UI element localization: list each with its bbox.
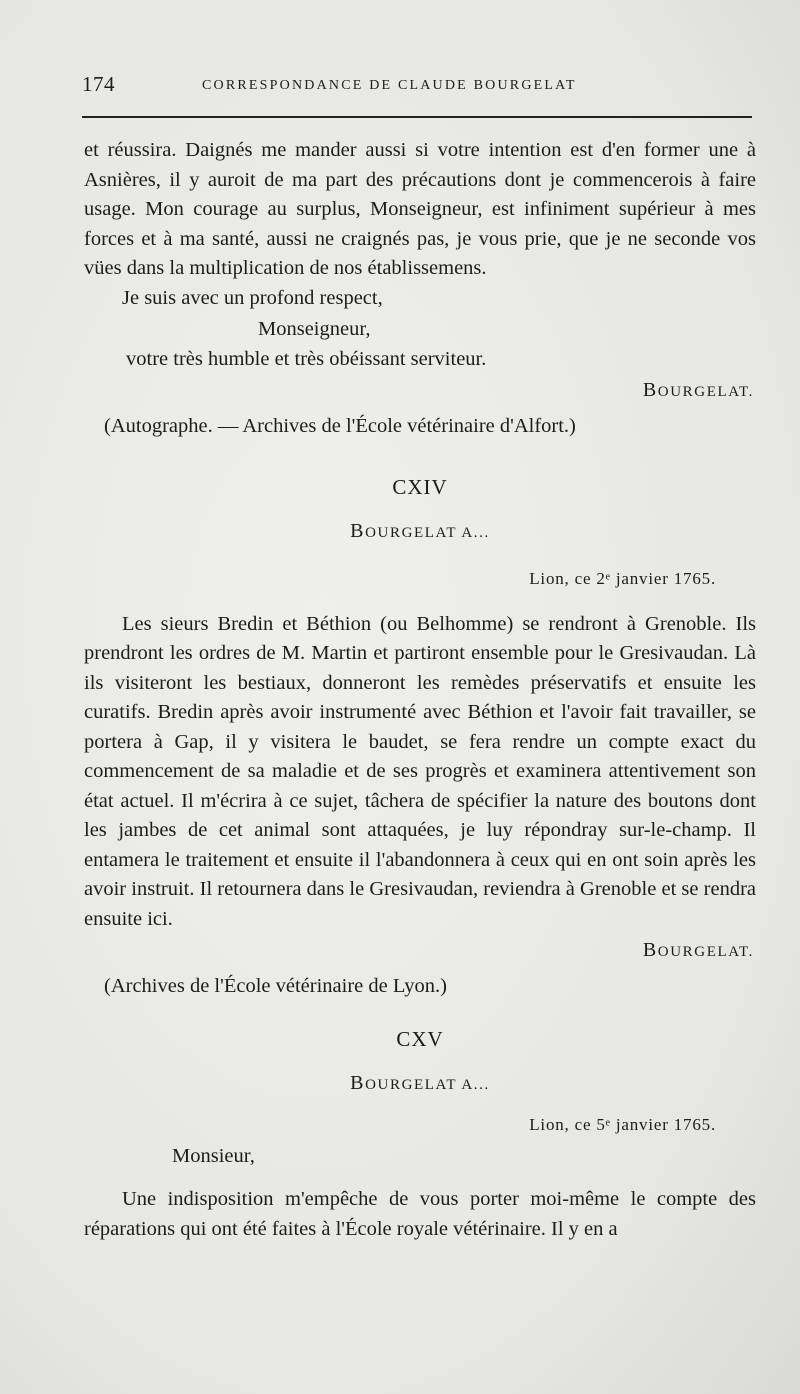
letter-114-source: (Archives de l'École vétérinaire de Lyon.): [104, 974, 447, 997]
letter-113-closing: Je suis avec un profond respect,: [122, 286, 383, 309]
signature-rest: OURGELAT.: [657, 944, 754, 960]
letter-114-addressee: [84, 517, 756, 549]
letter-114-dateline: Lion, ce 2ᵉ janvier 1765.: [529, 569, 716, 588]
page-body: [84, 136, 756, 1244]
letter-113-text: et réussira. Daignés me mander aussi si votre intention est d'en former une à Asnières, il y auroit de ma part des précautions dont je commencerois à faire usage. Mon courage au surplus, Monseigneur, est infiniment supérieur à mes forces et à ma santé, aussi ne craignés pas, je vous prie, que je ne seconde vos vües dans la multiplication de nos établissemens.: [84, 139, 756, 279]
letter-115-addressee: [84, 1069, 756, 1101]
letter-115-text: Une indisposition m'empêche de vous porter moi-même le compte des réparations qui ont été faites à l'École royale vétérinaire. Il y en a: [84, 1188, 756, 1240]
signature-rest: OURGELAT.: [657, 384, 754, 400]
signature-initial: B: [642, 939, 658, 961]
letter-113-source: (Autographe. — Archives de l'École vétérinaire d'Alfort.): [104, 414, 576, 437]
letter-115-numeral: CXV: [396, 1027, 444, 1051]
addressee-initial: B: [350, 519, 366, 542]
signature-initial: B: [642, 379, 658, 401]
letter-115-dateline: Lion, ce 5ᵉ janvier 1765.: [529, 1115, 716, 1134]
page-header: [82, 72, 752, 102]
addressee-initial: B: [350, 1071, 366, 1094]
running-head: CORRESPONDANCE DE CLAUDE BOURGELAT: [202, 78, 577, 93]
letter-114-signature: [84, 936, 756, 968]
letter-113-signature: [84, 376, 756, 408]
addressee-rest: OURGELAT A...: [365, 524, 490, 541]
header-rule: [82, 116, 752, 118]
addressee-rest: OURGELAT A...: [365, 1076, 490, 1093]
letter-114-numeral: CXIV: [392, 475, 448, 499]
letter-114-text: Les sieurs Bredin et Béthion (ou Belhomme) se rendront à Grenoble. Ils prendront les ordres de M. Martin et partiront ensemble pour le Gresivaudan. Là ils visiteront les bestiaux, donneront les remèdes préservatifs et ensuite les curatifs. Bredin après avoir instrumenté avec Béthion et l'avoir fait travailler, se portera à Gap, il y visitera le baudet, se fera rendre un compte exact du commencement de sa maladie et de ses progrès et examinera attentivement son état actuel. Il m'écrira à ce sujet, tâchera de spécifier la nature des boutons dont les jambes de cet animal sont attaquées, je luy répondray sur-le-champ. Il entamera le traitement et ensuite il l'abandonnera à ceux qui en ont soin après les avoir instruit. Il retournera dans le Gresivaudan, reviendra à Grenoble et se rendra ensuite ici.: [84, 612, 756, 930]
letter-115-salutation: Monsieur,: [172, 1144, 255, 1167]
page-number: 174: [82, 72, 115, 96]
letter-113-salutation: Monseigneur,: [258, 318, 371, 340]
letter-113-servant-line: votre très humble et très obéissant serviteur.: [126, 347, 487, 370]
